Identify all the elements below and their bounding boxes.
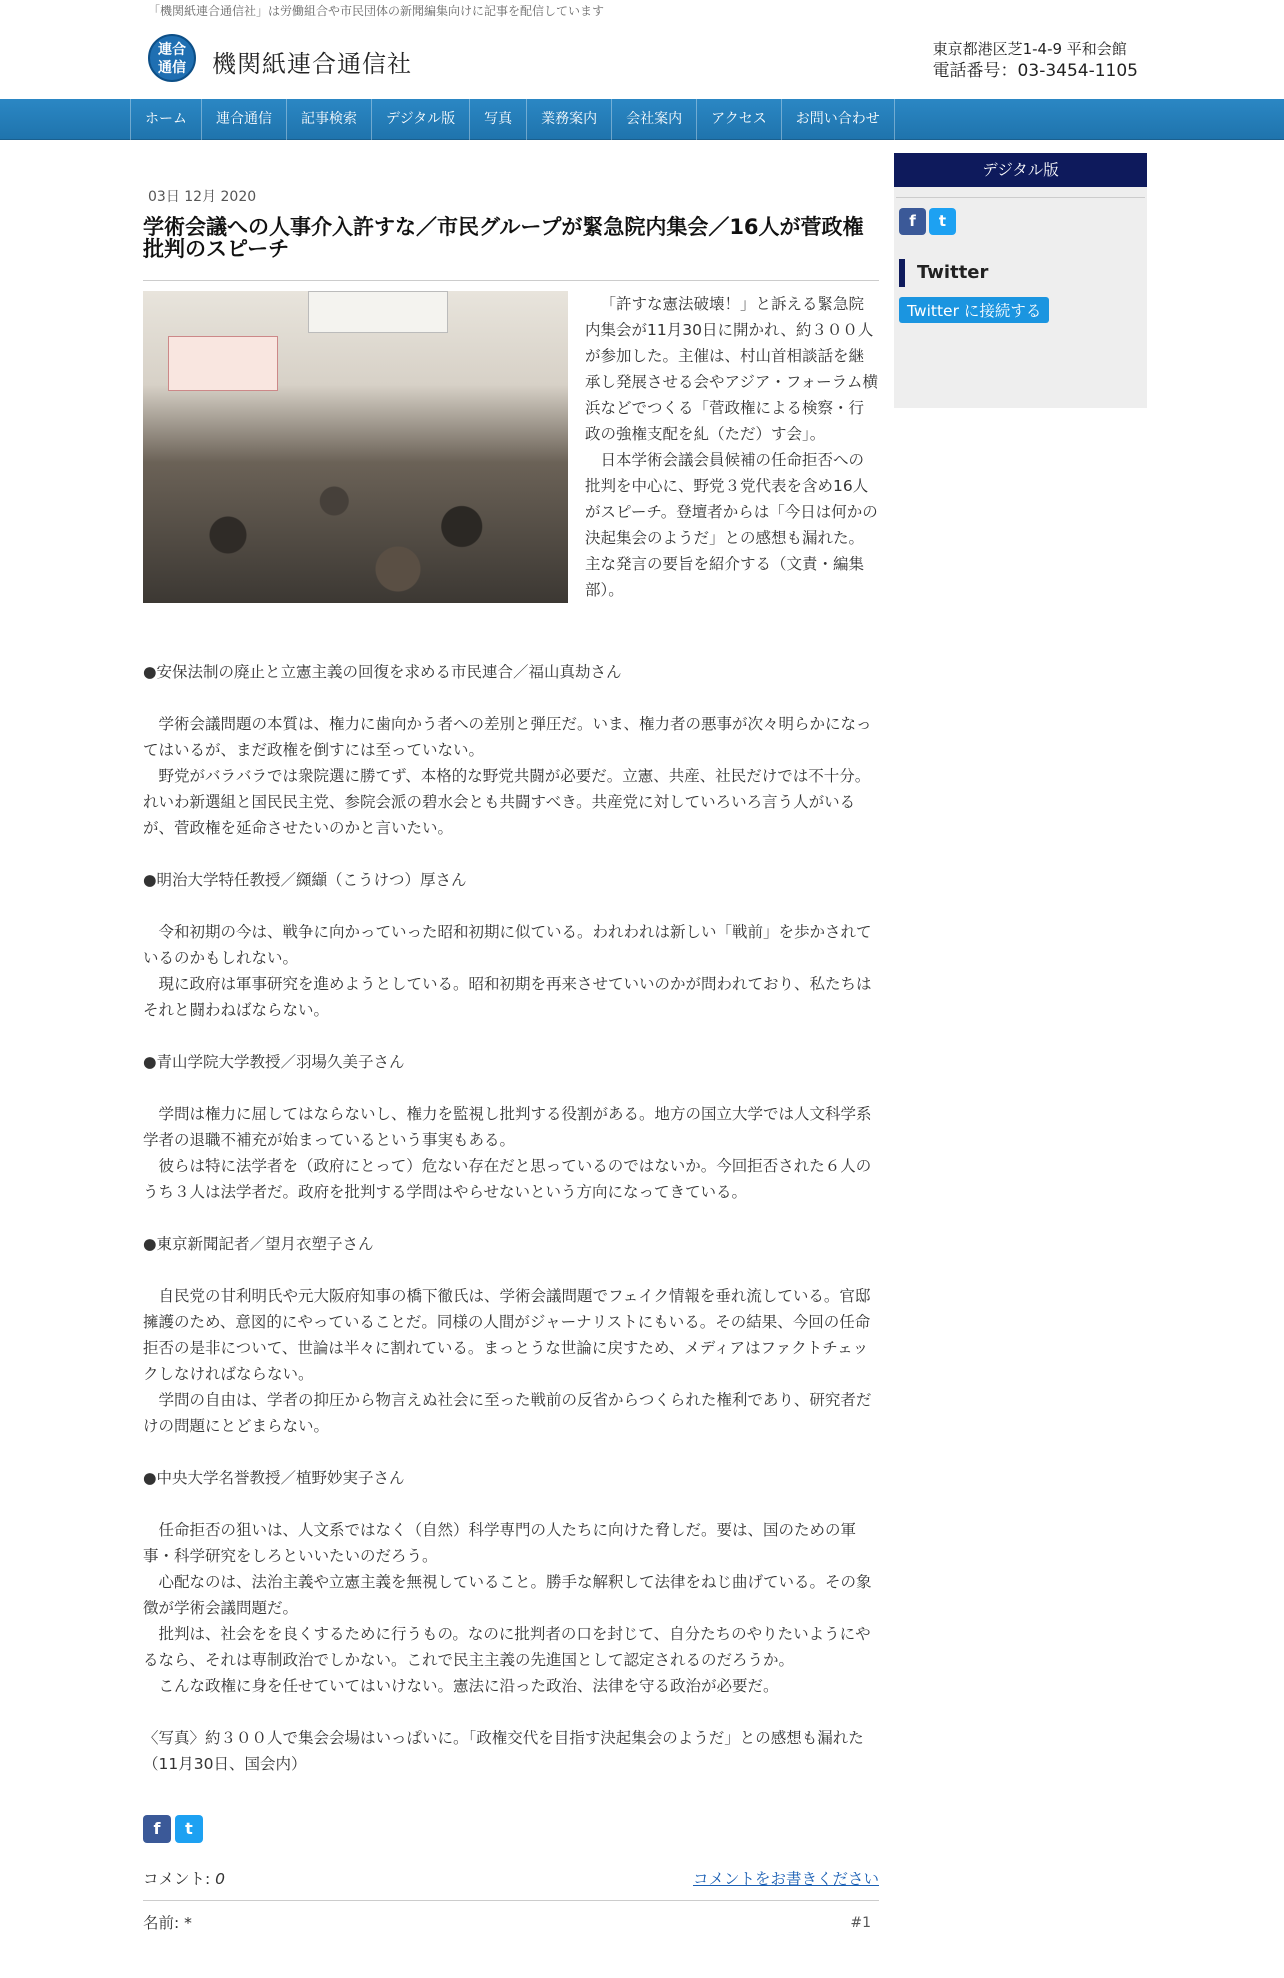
section-paragraph: 心配なのは、法治主義や立憲主義を無視していること。勝手な解釈して法律をねじ曲げている。その象徴が学術会議問題だ。: [143, 1573, 872, 1617]
title-divider: [143, 280, 879, 281]
section-paragraph: 現に政府は軍事研究を進めようとしている。昭和初期を再来させていいのかが問われており、私たちはそれと闘わねばならない。: [143, 975, 872, 1019]
speaker-section: [143, 1049, 879, 1205]
phone-text: 電話番号：03-3454-1105: [932, 61, 1138, 81]
article-date: 03日 12月 2020: [148, 189, 257, 205]
article-title: 学術会議への人事介入許すな／市民グループが緊急院内集会／16人が菅政権批判のスピーチ: [143, 215, 864, 261]
nav-item-access[interactable]: アクセス: [697, 99, 782, 140]
nav-item-rengo-tsushin[interactable]: 連合通信: [202, 99, 287, 140]
section-paragraph: 批判は、社会をを良くするために行うもの。なのに批判者の口を封じて、自分たちのやりたいようにやるなら、それは専制政治でしかない。これで民主主義の先進国として認定されるのだろうか。: [143, 1625, 871, 1669]
site-tagline: 「機関紙連合通信社」は労働組合や市民団体の新聞編集向けに記事を配信しています: [148, 4, 605, 18]
sidebar: [894, 153, 1147, 408]
facebook-icon[interactable]: f: [899, 208, 926, 235]
address-text: 東京都港区芝1-4-9 平和会館: [932, 40, 1127, 58]
sidebar-divider: [896, 197, 1145, 198]
contact-info: [933, 38, 1138, 82]
speaker-section: [143, 1465, 879, 1699]
nav-item-services[interactable]: 業務案内: [527, 99, 612, 140]
comment-form-row: [143, 1911, 879, 1941]
nav-item-company[interactable]: 会社案内: [612, 99, 697, 140]
lead-text: [585, 291, 879, 603]
nav-item-contact[interactable]: お問い合わせ: [782, 99, 895, 140]
twitter-heading: Twitter: [899, 259, 1147, 287]
section-paragraph: こんな政権に身を任せていてはいけない。憲法に沿った政治、法律を守る政治が必要だ。: [158, 1677, 779, 1695]
name-field-label: 名前: *: [143, 1914, 192, 1932]
photo-audience: [143, 433, 568, 603]
speaker-section: [143, 659, 879, 841]
sidebar-digital-heading[interactable]: デジタル版: [894, 153, 1147, 187]
section-paragraph: 学術会議問題の本質は、権力に歯向かう者への差別と弾圧だ。いま、権力者の悪事が次々明らかになってはいるが、まだ政権を倒すには至っていない。: [143, 715, 872, 759]
article-share-buttons: [143, 1815, 879, 1843]
photo-caption: 〈写真〉約３００人で集会会場はいっぱいに。「政権交代を目指す決起集会のようだ」との感想も漏れた（11月30日、国会内）: [143, 1729, 864, 1773]
speaker-section: [143, 867, 879, 1023]
section-paragraph: 学問は権力に屈してはならないし、権力を監視し批判する役割がある。地方の国立大学では人文科学系学者の退職不補充が始まっているという事実もある。: [143, 1105, 872, 1149]
comments-label: [143, 1867, 225, 1889]
nav-item-article-search[interactable]: 記事検索: [287, 99, 372, 140]
comments-label-text: コメント:: [143, 1870, 216, 1888]
comments-bar: [143, 1861, 879, 1901]
facebook-share-icon[interactable]: f: [143, 1815, 171, 1843]
logo-line-2: 通信: [158, 60, 186, 76]
twitter-connect-button[interactable]: Twitter に接続する: [899, 297, 1049, 323]
article-photo[interactable]: [143, 291, 568, 603]
section-paragraph: 野党がバラバラでは衆院選に勝てず、本格的な野党共闘が必要だ。立憲、共産、社民だけでは不十分。れいわ新選組と国民民主党、参院会派の碧水会とも共闘すべき。共産党に対していろいろ言う人がいるが、菅政権を延命させたいのかと言いたい。: [143, 767, 871, 837]
article: [143, 186, 879, 1941]
photo-banner: [308, 291, 448, 333]
comments-count: 0: [215, 1870, 226, 1888]
lead-paragraph: 日本学術会議会員候補の任命拒否への批判を中心に、野党３党代表を含め16人がスピーチ。登壇者からは「今日は何かの決起集会のようだ」との感想も漏れた。主な発言の要旨を紹介する（文責・編集部）。: [585, 451, 878, 599]
nav-item-photos[interactable]: 写真: [470, 99, 527, 140]
site-logo[interactable]: [148, 34, 196, 82]
section-paragraph: 令和初期の今は、戦争に向かっていった昭和初期に似ている。われわれは新しい「戦前」を歩かされているのかもしれない。: [143, 923, 872, 967]
section-paragraph: 彼らは特に法学者を（政府にとって）危ない存在だと思っているのではないか。今回拒否された６人のうち３人は法学者だ。政府を批判する学問はやらせないという方向になってきている。: [143, 1157, 872, 1201]
photo-sign: [168, 336, 278, 391]
nav-item-home[interactable]: ホーム: [130, 99, 202, 140]
site-header: [148, 34, 1138, 84]
article-body: [143, 659, 879, 1777]
section-heading: ●青山学院大学教授／羽場久美子さん: [143, 1053, 405, 1071]
sidebar-share-buttons: [899, 208, 1147, 235]
section-heading: ●東京新聞記者／望月衣塑子さん: [143, 1235, 374, 1253]
twitter-icon[interactable]: t: [929, 208, 956, 235]
comment-index: #1: [850, 1915, 871, 1931]
section-heading: ●中央大学名誉教授／植野妙実子さん: [143, 1469, 405, 1487]
site-name[interactable]: 機関紙連合通信社: [212, 50, 412, 78]
logo-line-1: 連合: [158, 42, 186, 58]
twitter-share-icon[interactable]: t: [175, 1815, 203, 1843]
lead-paragraph: 「許すな憲法破壊！」と訴える緊急院内集会が11月30日に開かれ、約３００人が参加した。主催は、村山首相談話を継承し発展させる会やアジア・フォーラム横浜などでつくる「菅政権による検察・行政の強権支配を糺（ただ）す会」。: [585, 295, 878, 443]
section-paragraph: 自民党の甘利明氏や元大阪府知事の橋下徹氏は、学術会議問題でフェイク情報を垂れ流している。官邸擁護のため、意図的にやっていることだ。同様の人間がジャーナリストにもいる。その結果、今回の任命拒否の是非について、世論は半々に割れている。まっとうな世論に戻すため、メディアはファクトチェックしなければならない。: [143, 1287, 871, 1383]
main-navigation: [0, 99, 1284, 140]
write-comment-link[interactable]: コメントをお書きください: [692, 1870, 879, 1888]
section-paragraph: 学問の自由は、学者の抑圧から物言えぬ社会に至った戦前の反省からつくられた権利であり、研究者だけの問題にとどまらない。: [143, 1391, 872, 1435]
section-paragraph: 任命拒否の狙いは、人文系ではなく（自然）科学専門の人たちに向けた脅しだ。要は、国のための軍事・科学研究をしろといいたいのだろう。: [143, 1521, 857, 1565]
section-heading: ●明治大学特任教授／纐纈（こうけつ）厚さん: [143, 871, 467, 889]
section-heading: ●安保法制の廃止と立憲主義の回復を求める市民連合／福山真劫さん: [143, 663, 622, 681]
nav-item-digital[interactable]: デジタル版: [372, 99, 470, 140]
article-lead: [143, 291, 879, 633]
speaker-section: [143, 1231, 879, 1439]
